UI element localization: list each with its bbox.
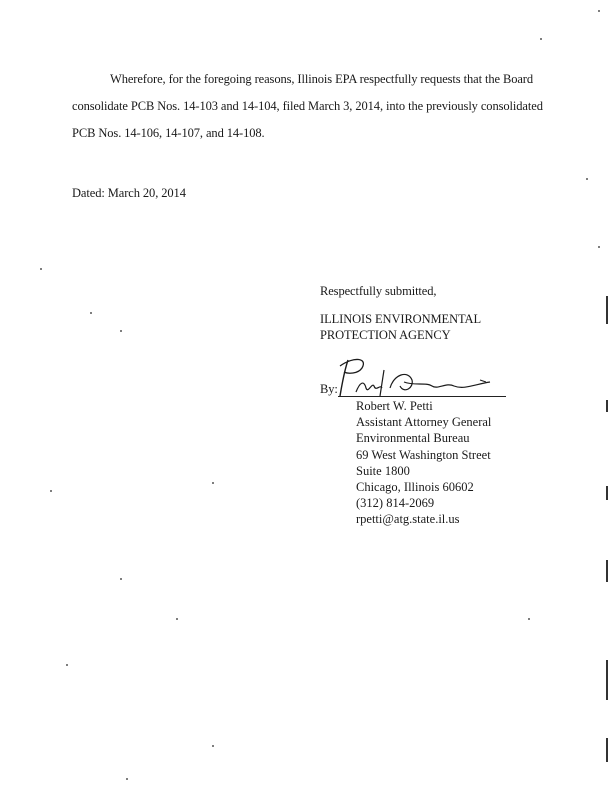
scan-speck bbox=[40, 268, 42, 270]
scan-edge-mark bbox=[606, 660, 608, 700]
scan-speck bbox=[540, 38, 542, 40]
scan-edge-mark bbox=[606, 560, 608, 582]
paragraph-line-3: PCB Nos. 14-106, 14-107, and 14-108. bbox=[72, 126, 265, 140]
scan-speck bbox=[212, 745, 214, 747]
scan-speck bbox=[126, 778, 128, 780]
signature-line bbox=[338, 396, 506, 397]
agency-line-2: PROTECTION AGENCY bbox=[320, 328, 451, 342]
scan-edge-mark bbox=[606, 400, 608, 412]
scan-speck bbox=[90, 312, 92, 314]
scan-edge-mark bbox=[606, 738, 608, 762]
paragraph-line-2: consolidate PCB Nos. 14-103 and 14-104, filed March 3, 2014, into the previously consolidated bbox=[72, 99, 543, 113]
bureau-name: Environmental Bureau bbox=[356, 431, 470, 446]
scan-speck bbox=[598, 246, 600, 248]
scan-speck bbox=[598, 10, 600, 12]
scan-speck bbox=[212, 482, 214, 484]
attorney-title: Assistant Attorney General bbox=[356, 415, 492, 430]
attorney-name: Robert W. Petti bbox=[356, 399, 433, 413]
scan-edge-mark bbox=[606, 486, 608, 500]
scan-speck bbox=[50, 490, 52, 492]
phone-number: (312) 814-2069 bbox=[356, 496, 435, 511]
attorney-info-block bbox=[356, 398, 491, 528]
email-address: rpetti@atg.state.il.us bbox=[356, 512, 460, 527]
handwritten-signature bbox=[334, 352, 494, 400]
scan-speck bbox=[120, 578, 122, 580]
scan-speck bbox=[120, 330, 122, 332]
by-label: By: bbox=[320, 382, 338, 396]
agency-line-1: ILLINOIS ENVIRONMENTAL bbox=[320, 312, 482, 326]
city-state-zip: Chicago, Illinois 60602 bbox=[356, 480, 474, 495]
paragraph-line-1: Wherefore, for the foregoing reasons, Illinois EPA respectfully requests that the Board bbox=[110, 72, 534, 86]
street-address: 69 West Washington Street bbox=[356, 447, 491, 462]
suite-number: Suite 1800 bbox=[356, 463, 410, 478]
dated-line: Dated: March 20, 2014 bbox=[72, 186, 186, 200]
scan-speck bbox=[528, 618, 530, 620]
scan-speck bbox=[66, 664, 68, 666]
scan-edge-mark bbox=[606, 296, 608, 324]
scan-speck bbox=[586, 178, 588, 180]
closing-line: Respectfully submitted, bbox=[320, 284, 437, 298]
scan-speck bbox=[176, 618, 178, 620]
